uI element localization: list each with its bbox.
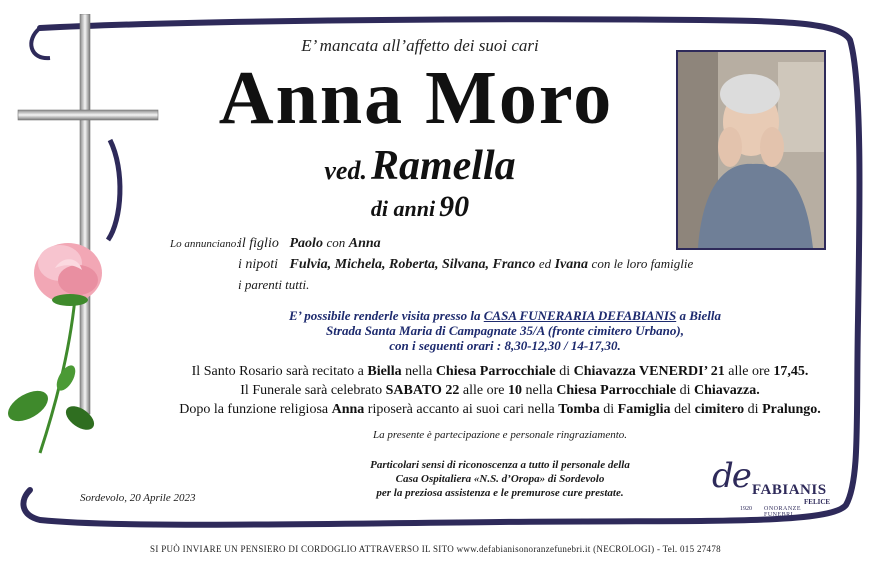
text: nella <box>525 383 553 398</box>
footer-note: SI PUÒ INVIARE UN PENSIERO DI CORDOGLIO ATTRAVERSO IL SITO www.defabianisonoranzefunebri.it (NECROLOGI) - Tel. 015 27478 <box>150 544 721 554</box>
text: alle ore <box>462 383 505 398</box>
announcer-row-relatives <box>238 275 693 296</box>
funeral-home-logo <box>712 448 832 518</box>
logo-de: de <box>712 456 750 496</box>
thanks-line: Particolari sensi di riconoscenza a tutto il personale della <box>370 459 630 471</box>
text: nella <box>405 364 433 379</box>
ceremony-details <box>150 362 850 419</box>
logo-subtitle: ONORANZE FUNEBRI <box>764 506 801 518</box>
rosary-line <box>150 362 850 381</box>
text: Il Santo Rosario sarà recitato a <box>191 364 364 379</box>
funeral-line <box>150 381 850 400</box>
age-label: di anni <box>370 196 436 221</box>
burial-line <box>150 400 850 419</box>
announcers-list <box>238 233 693 296</box>
logo-fabianis: FABIANIS <box>752 482 827 498</box>
widow-surname: Ramella <box>370 143 516 189</box>
burial-place: Pralungo. <box>762 402 821 417</box>
text: di <box>747 402 759 417</box>
rosary-city: Biella <box>367 364 402 379</box>
thanks-note <box>310 458 690 500</box>
visit-prefix: E’ possibile renderle visita presso la <box>288 308 481 323</box>
text: di <box>603 402 615 417</box>
age-value: 90 <box>439 190 470 223</box>
burial-name: Anna <box>331 402 365 417</box>
text: Dopo la funzione religiosa <box>179 402 329 417</box>
portrait-image <box>678 52 824 248</box>
son-name: Paolo <box>289 236 323 251</box>
logo-year: 1920 <box>740 506 752 512</box>
deceased-name: Anna Moro <box>218 56 614 140</box>
thanks-line: Casa Ospitaliera «N.S. d’Oropa» di Sordevolo <box>395 473 605 485</box>
text: alle ore <box>728 364 770 379</box>
portrait-photo <box>676 50 826 250</box>
connector-text: ed <box>538 256 552 271</box>
relation-label: il figlio <box>238 236 279 251</box>
announcer-row-son <box>238 233 693 254</box>
visit-address: Strada Santa Maria di Campagnate 35/A (fronte cimitero Urbano), <box>326 323 684 338</box>
relatives-text: i parenti tutti. <box>238 277 310 292</box>
participation-note: La presente è partecipazione e personale ringraziamento. <box>372 429 628 441</box>
burial-tomb: Tomba <box>558 402 600 417</box>
relation-label: i nipoti <box>238 257 279 272</box>
text: del <box>674 402 692 417</box>
rosary-church: Chiesa Parrocchiale <box>435 364 556 379</box>
son-spouse-name: Anna <box>348 236 381 251</box>
rosary-town-day: Chiavazza VENERDI’ 21 <box>573 364 725 379</box>
text: Il Funerale sarà celebrato <box>240 383 383 398</box>
age-line <box>240 190 600 224</box>
connector-text: con <box>326 235 346 250</box>
grandchild-last-name: Ivana <box>554 257 589 272</box>
funeral-day: SABATO 22 <box>385 383 460 398</box>
visit-info <box>170 308 840 353</box>
thanks-line: per la preziosa assistenza e le premurose cure prestate. <box>376 487 624 499</box>
visit-hours: con i seguenti orari : 8,30-12,30 / 14-17,30. <box>389 338 621 353</box>
burial-family: Famiglia <box>617 402 671 417</box>
widow-prefix: ved. <box>324 156 367 185</box>
logo-felice: FELICE <box>804 498 831 506</box>
intro-text: E’ mancata all’affetto dei suoi cari <box>301 36 539 55</box>
announcement-label: Lo annunciano: <box>170 238 240 250</box>
funeral-church: Chiesa Parrocchiale <box>556 383 677 398</box>
families-text: con le loro famiglie <box>591 256 694 271</box>
funeral-town: Chiavazza. <box>694 383 760 398</box>
grandchildren-names: Fulvia, Michela, Roberta, Silvana, Franco <box>289 257 536 272</box>
funeral-time: 10 <box>508 383 523 398</box>
announcer-row-grandchildren <box>238 254 693 275</box>
visit-city: a Biella <box>679 308 721 323</box>
text: di <box>679 383 691 398</box>
rosary-time: 17,45. <box>773 364 809 379</box>
text: riposerà accanto ai suoi cari nella <box>367 402 555 417</box>
burial-cemetery: cimitero <box>694 402 745 417</box>
funeral-home-link[interactable]: CASA FUNERARIA DEFABIANIS <box>483 308 677 323</box>
widow-line <box>190 142 650 190</box>
text: di <box>559 364 571 379</box>
place-date: Sordevolo, 20 Aprile 2023 <box>80 492 196 504</box>
rose-icon <box>0 228 135 458</box>
